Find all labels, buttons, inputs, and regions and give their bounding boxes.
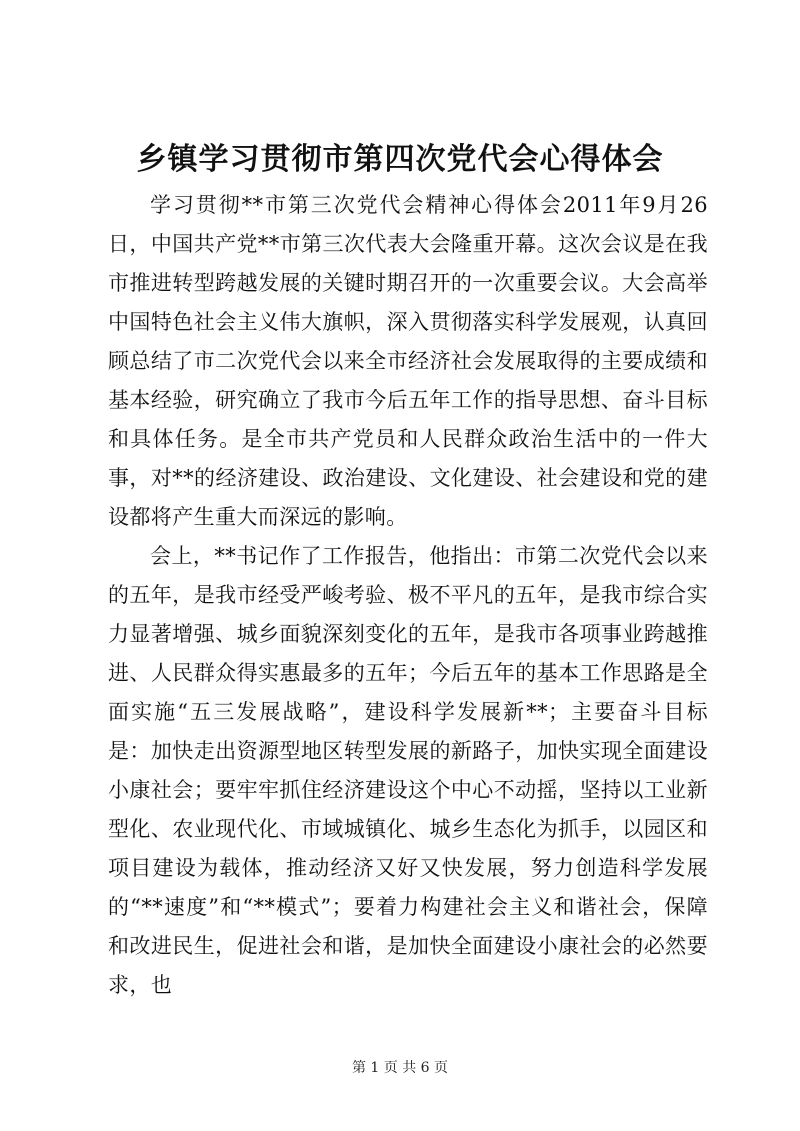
document-title: 乡镇学习贯彻市第四次党代会心得体会: [136, 142, 664, 177]
document-body: [108, 186, 708, 1005]
paragraph-1: 学习贯彻**市第三次党代会精神心得体会2011年9月26日，中国共产党**市第三次代表大会隆重开幕。这次会议是在我市推进转型跨越发展的关键时期召开的一次重要会议。大会高举中国特色社会主义伟大旗帜，深入贯彻落实科学发展观，认真回顾总结了市二次党代会以来全市经济社会发展取得的主要成绩和基本经验，研究确立了我市今后五年工作的指导思想、奋斗目标和具体任务。是全市共产党员和人民群众政治生活中的一件大事，对**的经济建设、政治建设、文化建设、社会建设和党的建设都将产生重大而深远的影响。: [108, 193, 708, 529]
page-footer: 第 1 页 共 6 页: [351, 1060, 449, 1076]
paragraph-2: 会上，**书记作了工作报告，他指出：市第二次党代会以来的五年，是我市经受严峻考验、极不平凡的五年，是我市综合实力显著增强、城乡面貌深刻变化的五年，是我市各项事业跨越推进、人民群众得实惠最多的五年；今后五年的基本工作思路是全面实施“五三发展战略”，建设科学发展新**；主要奋斗目标是：加快走出资源型地区转型发展的新路子，加快实现全面建设小康社会；要牢牢抓住经济建设这个中心不动摇，坚持以工业新型化、农业现代化、市域城镇化、城乡生态化为抓手，以园区和项目建设为载体，推动经济又好又快发展，努力创造科学发展的“**速度”和“**模式”；要着力构建社会主义和谐社会，保障和改进民生，促进社会和谐，是加快全面建设小康社会的必然要求，也: [108, 544, 708, 997]
